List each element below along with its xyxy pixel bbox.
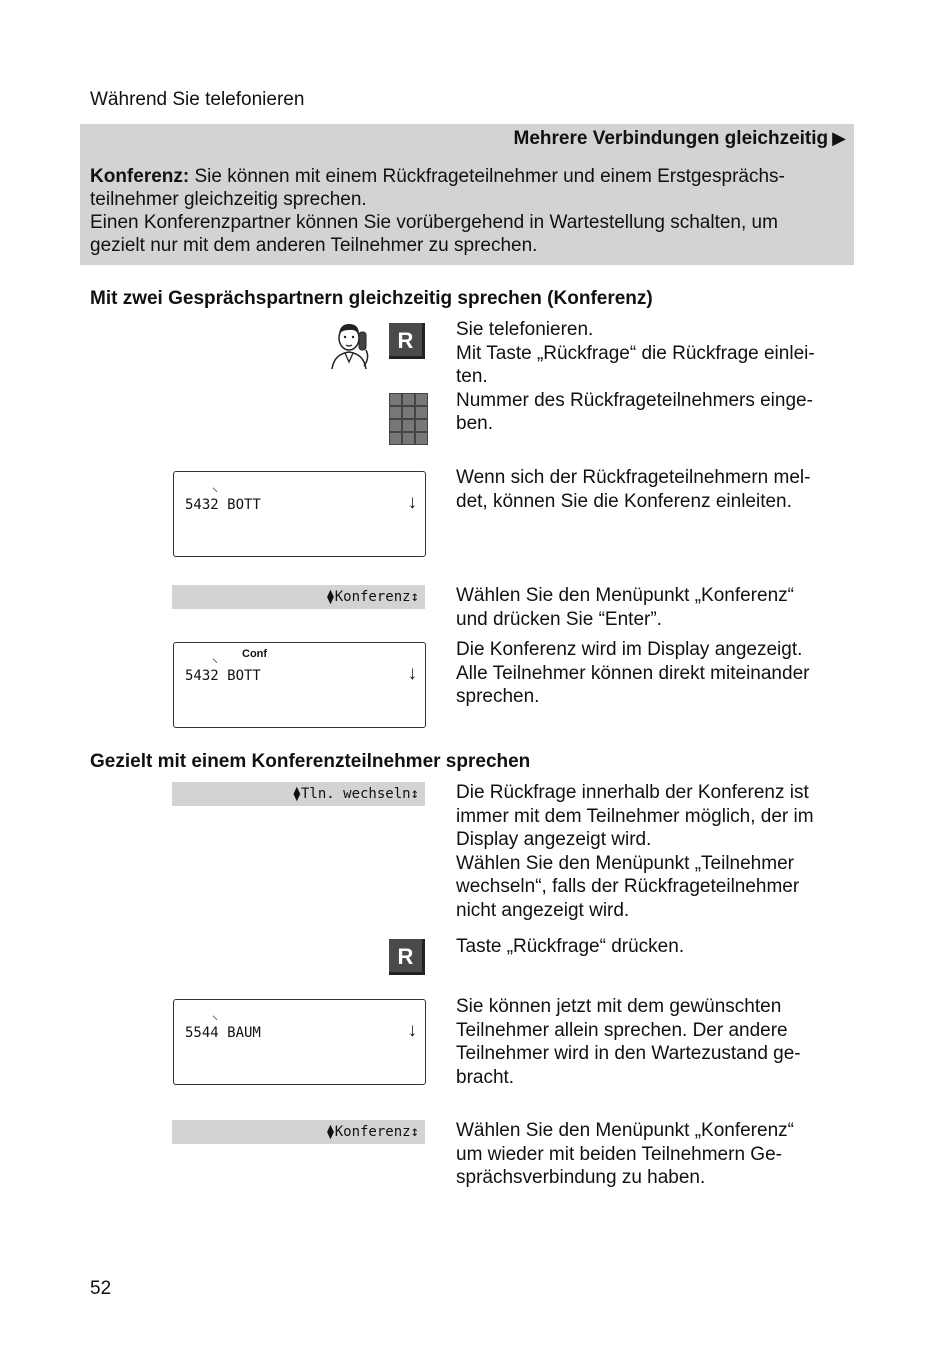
keypad-icon xyxy=(389,393,427,443)
step-line: Taste „Rückfrage“ drücken. xyxy=(456,936,685,957)
step-line: um wieder mit beiden Teilnehmern Ge- xyxy=(456,1143,782,1165)
display-number: 5544 BAUM xyxy=(185,1025,261,1041)
recall-r-key-icon: R xyxy=(389,323,425,359)
step-description xyxy=(456,318,848,436)
triangle-right-icon: ▶ xyxy=(832,128,846,148)
info-box-text xyxy=(90,165,840,257)
step-line: nicht angezeigt wird. xyxy=(456,899,630,921)
step-line: Wählen Sie den Menüpunkt „Teilnehmer xyxy=(456,852,794,874)
step-line: Nummer des Rückfrageteilnehmers einge- xyxy=(456,389,813,411)
phone-display xyxy=(173,999,426,1085)
info-box-term: Konferenz: xyxy=(90,166,190,187)
arrow-down-icon: ↓ xyxy=(407,663,417,684)
info-line: Sie können mit einem Rückfrageteilnehmer und einem Erstgesprächs- xyxy=(189,166,785,187)
step-line: Wählen Sie den Menüpunkt „Konferenz“ xyxy=(456,585,794,606)
step-line: Display angezeigt wird. xyxy=(456,829,652,850)
step-description xyxy=(456,781,848,922)
person-phoning-icon xyxy=(328,320,374,370)
info-line: gezielt nur mit dem anderen Teilnehmer zu sprechen. xyxy=(90,235,538,256)
section-heading-conference: Mit zwei Gesprächspartnern gleichzeitig sprechen (Konferenz) xyxy=(90,288,653,309)
step-line: und drücken Sie “Enter”. xyxy=(456,608,662,630)
step-line: Teilnehmer wird in den Wartezustand ge- xyxy=(456,1043,801,1064)
step-description xyxy=(456,935,848,959)
step-description xyxy=(456,1119,848,1190)
step-line: ten. xyxy=(456,366,488,387)
step-line: sprechen. xyxy=(456,686,540,707)
step-line: Wenn sich der Rückfrageteilnehmern mel- xyxy=(456,467,811,488)
info-line: teilnehmer gleichzeitig sprechen. xyxy=(90,189,367,210)
menu-item-konferenz xyxy=(172,1120,425,1144)
handset-icon: ⸜ xyxy=(212,651,219,665)
arrow-down-icon: ↓ xyxy=(407,492,417,513)
step-description xyxy=(456,638,848,709)
handset-icon: ⸜ xyxy=(212,1008,219,1022)
phone-display xyxy=(173,471,426,557)
step-description xyxy=(456,995,848,1089)
conf-indicator: Conf xyxy=(242,648,268,660)
info-box-title-text: Mehrere Verbindungen gleichzeitig xyxy=(513,128,829,149)
menu-item-label: ⧫Konferenz↕ xyxy=(326,1124,419,1140)
menu-item-label: ⧫Konferenz↕ xyxy=(326,589,419,605)
handset-icon: ⸜ xyxy=(212,480,219,494)
page-number: 52 xyxy=(90,1278,112,1299)
info-line: Einen Konferenzpartner können Sie vorübergehend in Wartestellung schalten, um xyxy=(90,212,778,233)
step-line: Mit Taste „Rückfrage“ die Rückfrage einlei- xyxy=(456,342,815,364)
step-line: sprächsverbindung zu haben. xyxy=(456,1167,706,1188)
step-line: bracht. xyxy=(456,1066,515,1088)
step-description xyxy=(456,584,848,631)
step-line: Sie telefonieren. xyxy=(456,319,594,340)
menu-item-tln-wechseln xyxy=(172,782,425,806)
step-line: Teilnehmer allein sprechen. Der andere xyxy=(456,1019,788,1041)
info-box-title xyxy=(514,128,846,150)
menu-item-konferenz xyxy=(172,585,425,609)
menu-item-label: ⧫Tln. wechseln↕ xyxy=(292,786,419,802)
step-description xyxy=(456,466,848,513)
step-line: Die Konferenz wird im Display angezeigt. xyxy=(456,639,803,660)
step-line: immer mit dem Teilnehmer möglich, der im xyxy=(456,805,814,827)
arrow-down-icon: ↓ xyxy=(407,1020,417,1041)
step-line: Wählen Sie den Menüpunkt „Konferenz“ xyxy=(456,1120,794,1141)
step-line: wechseln“, falls der Rückfrageteilnehmer xyxy=(456,876,800,897)
step-line: det, können Sie die Konferenz einleiten. xyxy=(456,490,792,512)
info-box xyxy=(80,124,854,265)
display-number: 5432 BOTT xyxy=(185,497,261,513)
section-heading-targeted: Gezielt mit einem Konferenzteilnehmer sprechen xyxy=(90,751,531,772)
step-line: Sie können jetzt mit dem gewünschten xyxy=(456,996,782,1017)
step-line: Alle Teilnehmer können direkt miteinander xyxy=(456,662,810,684)
running-head: Während Sie telefonieren xyxy=(90,89,305,110)
phone-display xyxy=(173,642,426,728)
step-line: ben. xyxy=(456,413,493,434)
step-line: Die Rückfrage innerhalb der Konferenz ist xyxy=(456,782,809,803)
recall-r-key-icon: R xyxy=(389,939,425,975)
display-number: 5432 BOTT xyxy=(185,668,261,684)
